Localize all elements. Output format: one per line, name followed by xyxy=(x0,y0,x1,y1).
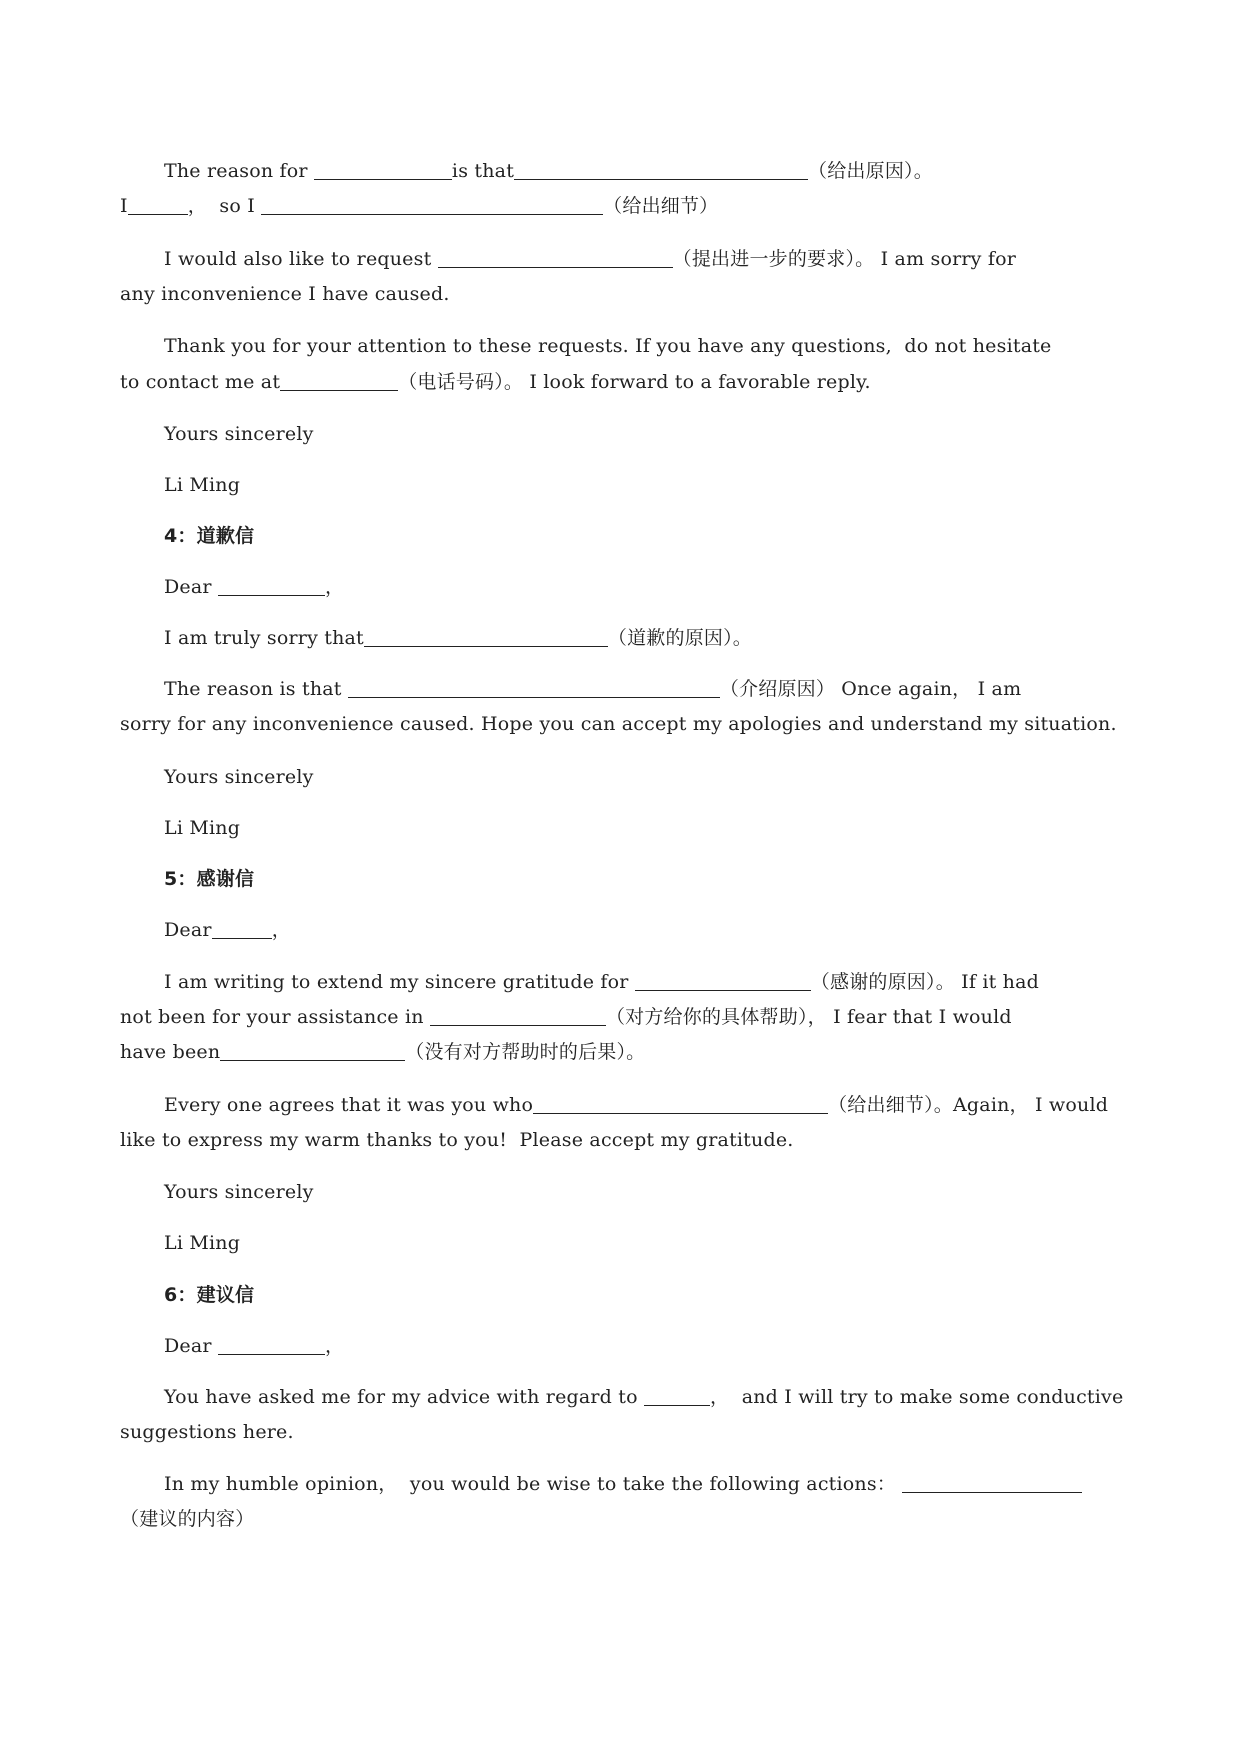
paragraph-line: sorry for any inconvenience caused. Hope you can accept my apologies and understand my situation. xyxy=(120,713,1117,735)
fill-blank[interactable] xyxy=(533,1091,828,1114)
section-heading: 4：道歉信 xyxy=(164,525,255,547)
signoff: Yours sincerely xyxy=(164,766,314,788)
paragraph-line: I would also like to request （提出进一步的要求）。 I am sorry for xyxy=(164,241,1201,277)
signature-name: Li Ming xyxy=(164,474,241,496)
fill-blank[interactable] xyxy=(635,968,811,991)
fill-blank[interactable] xyxy=(128,192,188,215)
paragraph-line: have been （没有对方帮助时的后果）。 xyxy=(120,1034,1201,1070)
signature-name: Li Ming xyxy=(164,1232,241,1254)
salutation: Dear ， xyxy=(164,1328,1201,1364)
paragraph-line: I ， so I （给出细节） xyxy=(120,188,1201,224)
paragraph-line: any inconvenience I have caused. xyxy=(120,283,450,305)
fill-blank[interactable] xyxy=(902,1470,1082,1493)
paragraph-line: like to express my warm thanks to you! Please accept my gratitude. xyxy=(120,1129,794,1151)
fill-blank[interactable] xyxy=(514,157,808,180)
paragraph-line: You have asked me for my advice with regard to ， and I will try to make some conductive xyxy=(164,1379,1201,1415)
fill-blank[interactable] xyxy=(348,675,720,698)
fill-blank[interactable] xyxy=(220,1038,405,1061)
fill-blank[interactable] xyxy=(218,573,325,596)
section-heading: 6：建议信 xyxy=(164,1284,255,1306)
paragraph-line: （建议的内容） xyxy=(120,1508,255,1530)
signoff: Yours sincerely xyxy=(164,1181,314,1203)
fill-blank[interactable] xyxy=(314,157,452,180)
paragraph-line: I am writing to extend my sincere gratitude for （感谢的原因）。 If it had xyxy=(164,964,1201,1000)
fill-blank[interactable] xyxy=(261,192,603,215)
fill-blank[interactable] xyxy=(438,245,673,268)
fill-blank[interactable] xyxy=(212,916,272,939)
fill-blank[interactable] xyxy=(280,368,398,391)
section-heading: 5：感谢信 xyxy=(164,868,255,890)
signoff: Yours sincerely xyxy=(164,423,314,445)
paragraph-line: suggestions here. xyxy=(120,1421,294,1443)
paragraph-line: Thank you for your attention to these requests. If you have any questions, do not hesitate xyxy=(164,335,1052,357)
fill-blank[interactable] xyxy=(364,624,608,647)
paragraph-line: not been for your assistance in （对方给你的具体帮助）， I fear that I would xyxy=(120,999,1201,1035)
salutation: Dear ， xyxy=(164,569,1201,605)
salutation: Dear ， xyxy=(164,912,1201,948)
paragraph-line: The reason for is that （给出原因）。 xyxy=(164,153,1201,189)
fill-blank[interactable] xyxy=(218,1332,325,1355)
paragraph-line: I am truly sorry that （道歉的原因）。 xyxy=(164,620,1201,656)
paragraph-line: to contact me at （电话号码）。 I look forward to a favorable reply. xyxy=(120,364,1201,400)
signature-name: Li Ming xyxy=(164,817,241,839)
paragraph-line: Every one agrees that it was you who （给出细节）。Again， I would xyxy=(164,1087,1201,1123)
paragraph-line: The reason is that （介绍原因） Once again， I am xyxy=(164,671,1201,707)
paragraph-line: In my humble opinion， you would be wise to take the following actions： xyxy=(164,1466,1201,1502)
fill-blank[interactable] xyxy=(644,1383,710,1406)
fill-blank[interactable] xyxy=(430,1003,606,1026)
